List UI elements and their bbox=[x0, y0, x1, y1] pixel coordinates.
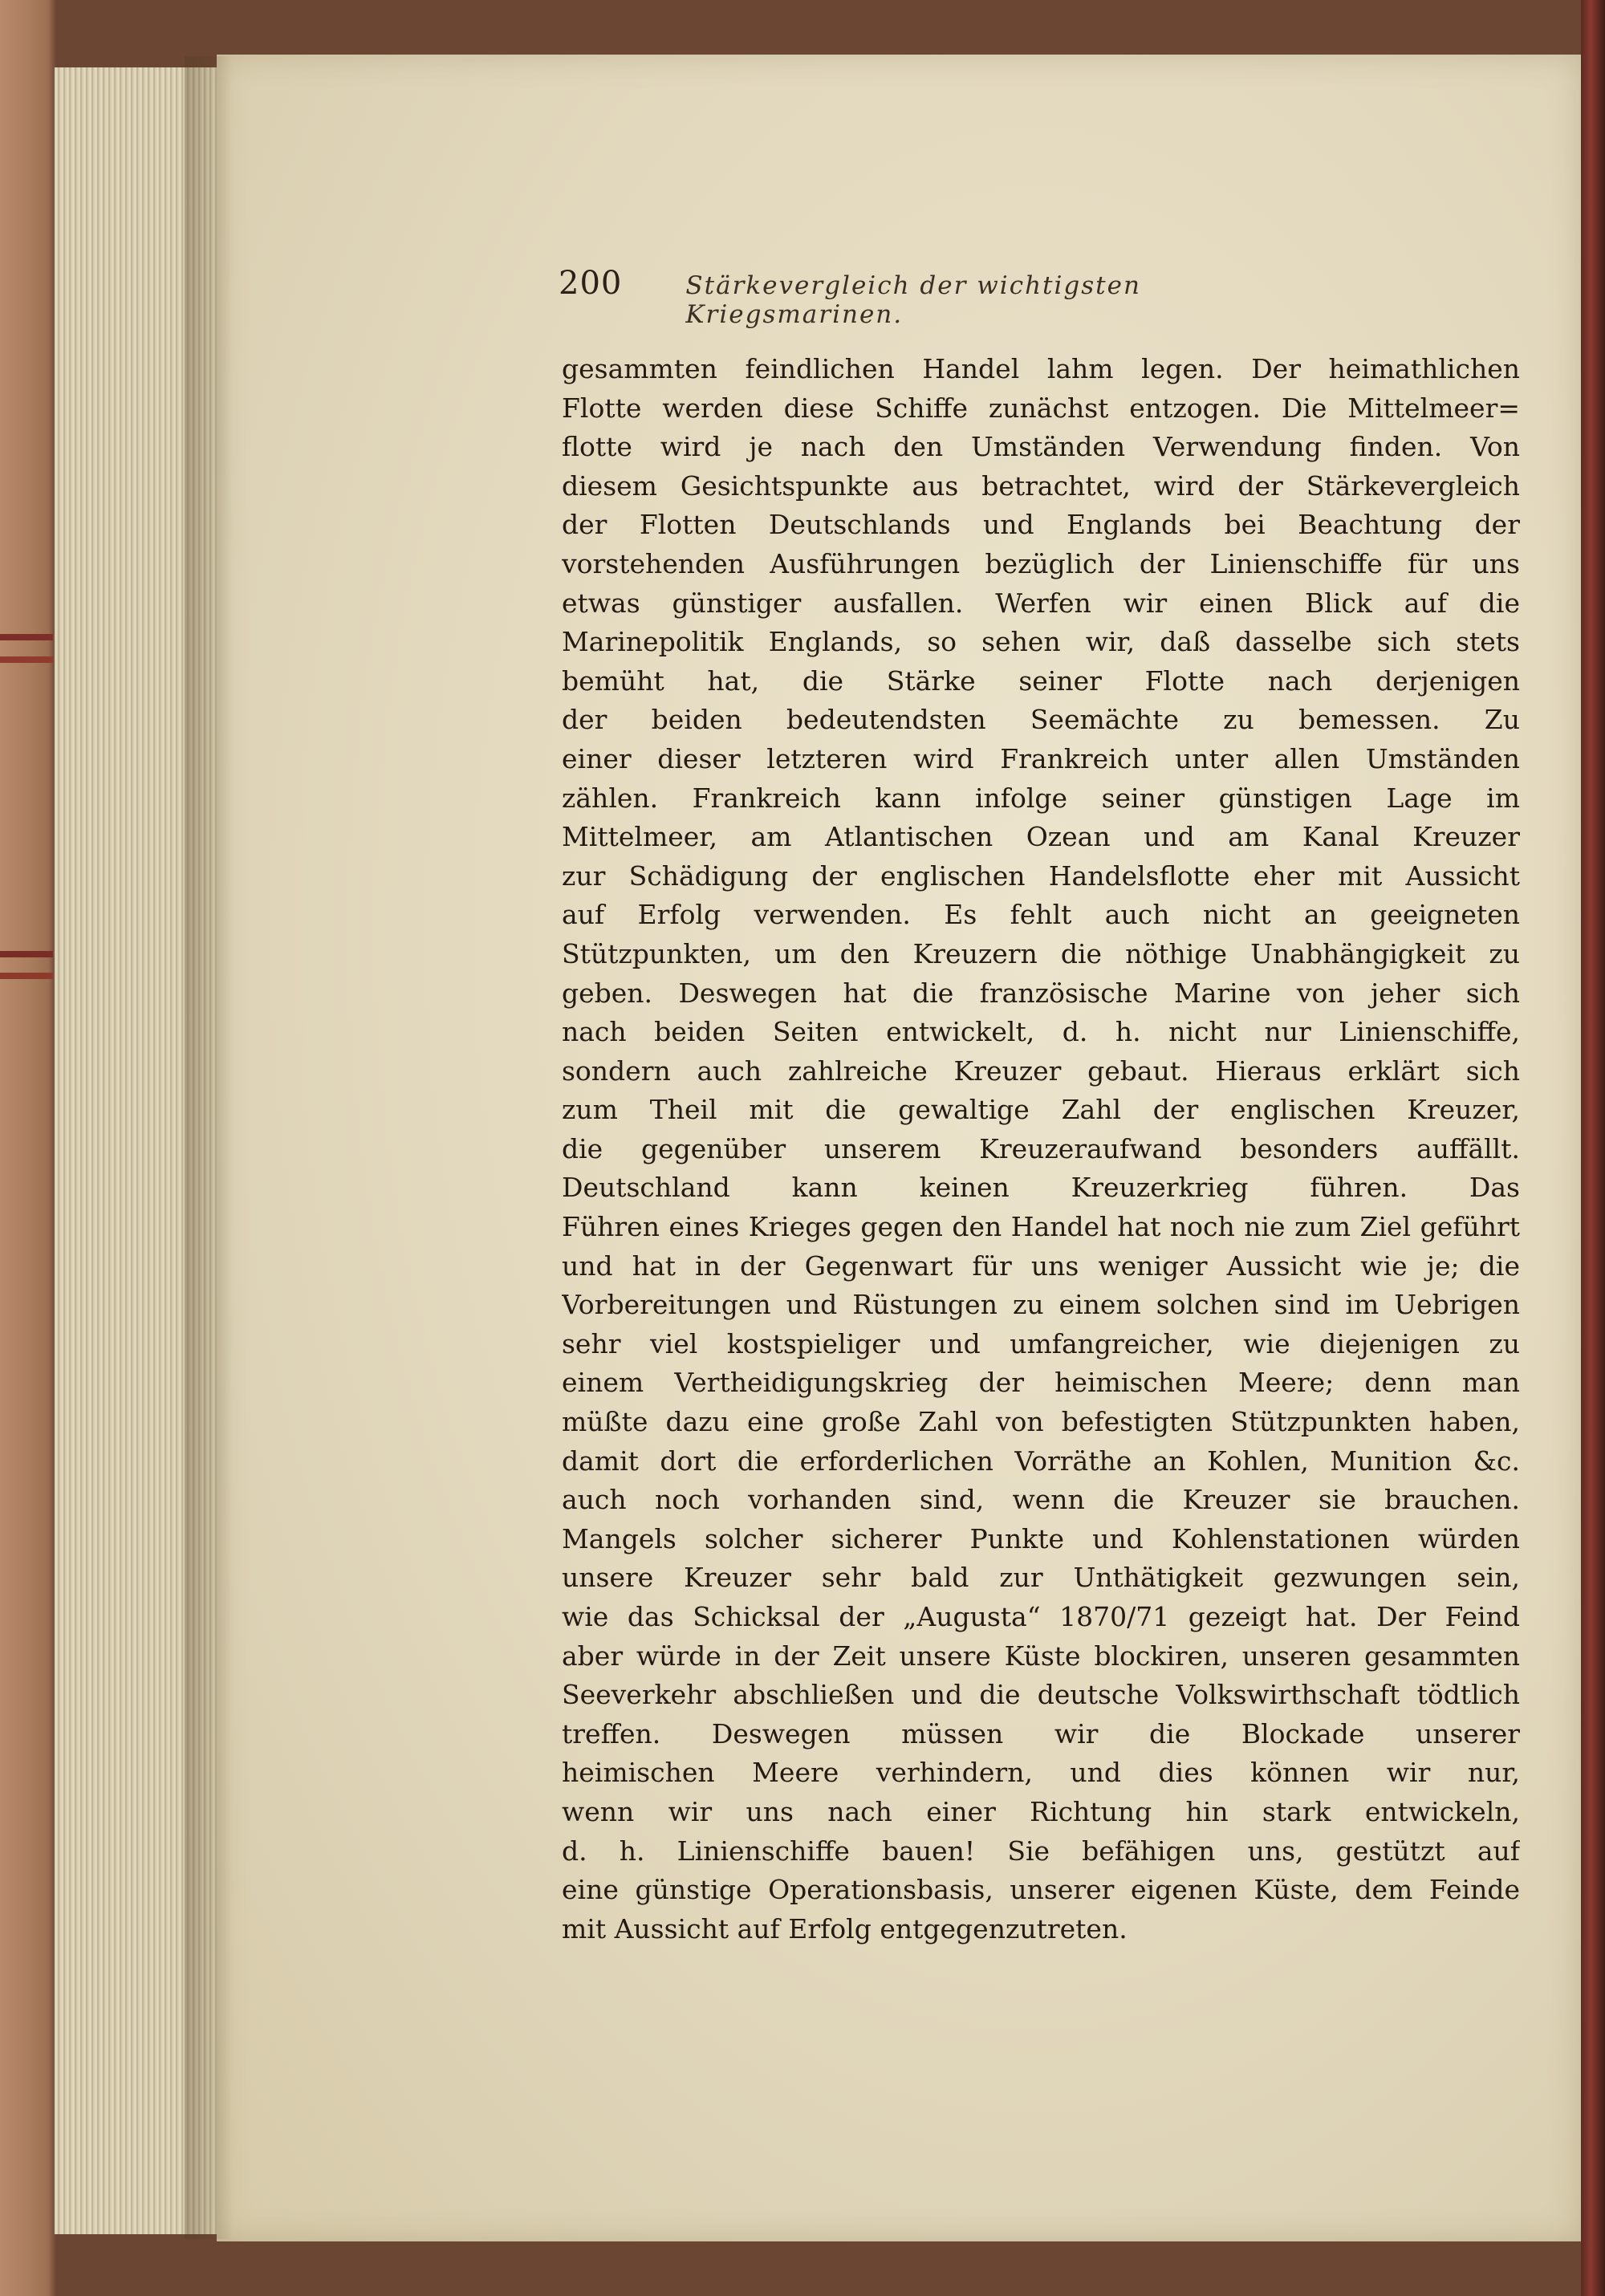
text-line: Stützpunkten, um den Kreuzern die nöthige Unabhängigkeit zu bbox=[562, 937, 1520, 969]
text-line: Seeverkehr abschließen und die deutsche Volkswirthschaft tödtlich bbox=[562, 1679, 1520, 1711]
text-line: auf Erfolg verwenden. Es fehlt auch nicht an geeigneten bbox=[562, 899, 1520, 931]
text-line: bemüht hat, die Stärke seiner Flotte nach derjenigen bbox=[562, 664, 1520, 697]
bookmark-ribbon bbox=[0, 634, 53, 640]
gutter-shadow bbox=[185, 56, 233, 2239]
text-line: einer dieser letzteren wird Frankreich unter allen Umständen bbox=[562, 742, 1520, 774]
text-line: unsere Kreuzer sehr bald zur Unthätigkeit gezwungen sein, bbox=[562, 1562, 1520, 1594]
text-line: flotte wird je nach den Umständen Verwendung finden. Von bbox=[562, 431, 1520, 463]
text-line: Führen eines Krieges gegen den Handel hat noch nie zum Ziel geführt bbox=[562, 1211, 1520, 1243]
text-line: der Flotten Deutschlands und Englands bei Beachtung der bbox=[562, 509, 1520, 541]
text-line: sondern auch zahlreiche Kreuzer gebaut. Hieraus erklärt sich bbox=[562, 1055, 1520, 1087]
text-line: Marinepolitik Englands, so sehen wir, daß dasselbe sich stets bbox=[562, 626, 1520, 658]
text-line: mit Aussicht auf Erfolg entgegenzutreten. bbox=[562, 1912, 1128, 1944]
bookmark-ribbon bbox=[0, 656, 53, 663]
running-title: Stärkevergleich der wichtigsten Kriegsmarinen. bbox=[685, 271, 1141, 329]
text-line: treffen. Deswegen müssen wir die Blockade unserer bbox=[562, 1717, 1520, 1749]
text-line: der beiden bedeutendsten Seemächte zu bemessen. Zu bbox=[562, 704, 1520, 736]
text-line: einem Vertheidigungskrieg der heimischen Meere; denn man bbox=[562, 1367, 1520, 1399]
text-line: Deutschland kann keinen Kreuzerkrieg führen. Das bbox=[562, 1172, 1520, 1204]
text-line: geben. Deswegen hat die französische Marine von jeher sich bbox=[562, 977, 1520, 1009]
text-line: zur Schädigung der englischen Handelsflotte eher mit Aussicht bbox=[562, 859, 1520, 892]
text-line: diesem Gesichtspunkte aus betrachtet, wird der Stärkevergleich bbox=[562, 469, 1520, 502]
text-line: aber würde in der Zeit unsere Küste blockiren, unseren gesammten bbox=[562, 1640, 1520, 1672]
text-line: etwas günstiger ausfallen. Werfen wir einen Blick auf die bbox=[562, 587, 1520, 619]
text-line: gesammten feindlichen Handel lahm legen. Der heimathlichen bbox=[562, 353, 1520, 384]
body-text bbox=[562, 350, 1520, 1949]
bookmark-ribbon bbox=[0, 951, 53, 957]
text-line: wie das Schicksal der „Augusta“ 1870/71 gezeigt hat. Der Feind bbox=[562, 1601, 1520, 1632]
text-line: zum Theil mit die gewaltige Zahl der englischen Kreuzer, bbox=[562, 1094, 1520, 1126]
page-number: 200 bbox=[559, 265, 623, 302]
text-line: Mangels solcher sicherer Punkte und Kohlenstationen würden bbox=[562, 1522, 1520, 1554]
bookmark-ribbon bbox=[0, 973, 53, 979]
text-line: vorstehenden Ausführungen bezüglich der Linienschiffe für uns bbox=[562, 547, 1520, 579]
text-line: müßte dazu eine große Zahl von befestigten Stützpunkten haben, bbox=[562, 1406, 1520, 1438]
page-header bbox=[559, 265, 1361, 329]
text-line: nach beiden Seiten entwickelt, d. h. nicht nur Linienschiffe, bbox=[562, 1016, 1520, 1048]
text-line: Flotte werden diese Schiffe zunächst entzogen. Die Mittelmeer= bbox=[562, 392, 1520, 424]
text-line: wenn wir uns nach einer Richtung hin stark entwickeln, bbox=[562, 1795, 1520, 1827]
text-line: die gegenüber unserem Kreuzeraufwand besonders auffällt. bbox=[562, 1132, 1520, 1164]
text-line: zählen. Frankreich kann infolge seiner günstigen Lage im bbox=[562, 782, 1520, 814]
text-line: und hat in der Gegenwart für uns weniger Aussicht wie je; die bbox=[562, 1250, 1520, 1282]
text-line: sehr viel kostspieliger und umfangreicher, wie diejenigen zu bbox=[562, 1327, 1520, 1359]
text-line: damit dort die erforderlichen Vorräthe an Kohlen, Munition &c. bbox=[562, 1445, 1520, 1477]
text-line: auch noch vorhanden sind, wenn die Kreuzer sie brauchen. bbox=[562, 1484, 1520, 1516]
text-line: d. h. Linienschiffe bauen! Sie befähigen uns, gestützt auf bbox=[562, 1835, 1520, 1867]
text-line: heimischen Meere verhindern, und dies können wir nur, bbox=[562, 1757, 1520, 1789]
text-line: eine günstige Operationsbasis, unserer eigenen Küste, dem Feinde bbox=[562, 1874, 1520, 1906]
text-line: Vorbereitungen und Rüstungen zu einem solchen sind im Uebrigen bbox=[562, 1289, 1520, 1321]
text-line: Mittelmeer, am Atlantischen Ozean und am Kanal Kreuzer bbox=[562, 821, 1520, 853]
book-cover-right-edge bbox=[1581, 0, 1605, 2296]
